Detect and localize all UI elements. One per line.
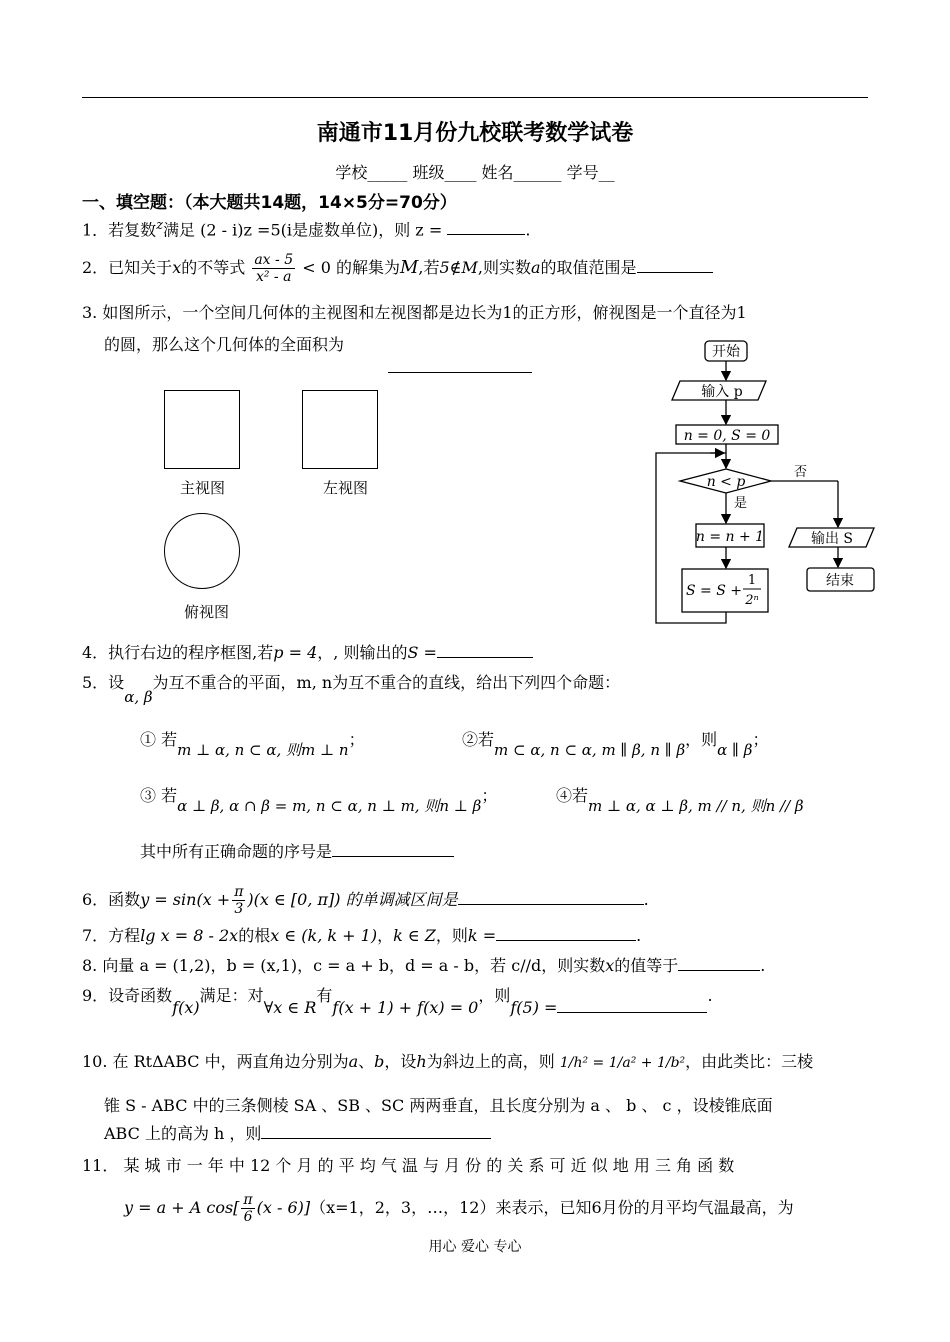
question-5-ask: 其中所有正确命题的序号是 [140,842,454,862]
front-view-square [164,390,240,469]
flow-sum-numerator: 1 [747,573,757,588]
flow-sum-label: S = S + [686,583,742,599]
flow-sum-denominator: 2ⁿ [745,593,759,608]
flow-condition-label: n < p [706,474,746,490]
pi-over-3-fraction: $\frac{\pi}{3}$ [234,884,244,917]
proposition-4: ④若m ⊥ α, α ⊥ β, m // n, 则n // β [556,786,804,815]
question-3-line-1: 3. 如图所示，一个空间几何体的主视图和左视图都是边长为1的正方形，俯视图是一个直径为1 [82,303,747,322]
left-view-square [302,390,378,469]
answer-blank-1[interactable] [447,220,525,235]
flow-start-label: 开始 [712,344,740,360]
question-2: 2．已知关于x的不等式 $\frac{ax - 5}{\text{x² - a}}$ < 0 的解集为M,若5∉M,则实数a的取值范围是 [82,252,713,285]
top-view-circle [164,513,240,589]
flow-init-label: n = 0, S = 0 [683,428,771,444]
section-heading: 一、填空题：（本大题共14题，14×5分=70分） [82,193,457,213]
question-5-intro: 5．设α, β为互不重合的平面，m, n为互不重合的直线，给出下列四个命题： [82,673,621,706]
top-view-caption: 俯视图 [184,603,230,621]
question-10-line-1: 10. 在 RtΔABC 中，两直角边分别为a、b，设h为斜边上的高，则 1/h² = 1/a² + 1/b²，由此类比：三棱 [82,1052,814,1071]
page-footer: 用心 爱心 专心 [428,1239,522,1255]
front-view-caption: 主视图 [180,479,226,497]
answer-blank-8[interactable] [678,956,760,971]
answer-blank-9[interactable] [557,998,707,1013]
reciprocal-equation: 1/h² = 1/a² + 1/b² [559,1055,686,1071]
student-info-line: 学校_____ 班级____ 姓名______ 学号__ [335,163,615,182]
question-1: 1．若复数$^z$满足 (2 - i)z =5(i是虚数单位)，则 z = . [82,218,531,240]
question-4: 4．执行右边的程序框图,若p = 4，, 则输出的S = [82,643,533,663]
flow-end-label: 结束 [826,573,854,589]
answer-blank-6[interactable] [458,890,644,905]
flow-input-label: 输入 p [701,384,743,400]
question-10-line-3: ABC 上的高为 h ，则 [104,1124,491,1144]
answer-blank-7[interactable] [496,926,636,941]
question-11-line-2: y = a + A cos[ $\frac{\pi}{6}$ (x - 6)]（x=1，2，3，…，12）来表示，已知6月份的月平均气温最高，为 [124,1192,794,1225]
question-6: 6．函数y = sin(x + $\frac{\pi}{3}$ )(x ∈ [0, π]) 的单调减区间是 . [82,884,649,917]
flow-yes-label: 是 [734,496,748,511]
proposition-1: ① 若m ⊥ α, n ⊂ α, 则m ⊥ n； [140,730,365,759]
flow-increment-label: n = n + 1 [695,529,765,545]
proposition-2: ②若m ⊂ α, n ⊂ α, m ∥ β, n ∥ β，则α ∥ β； [462,730,769,759]
left-view-caption: 左视图 [323,479,369,497]
answer-blank-4[interactable] [437,643,533,658]
question-10-line-2: 锥 S - ABC 中的三条侧棱 SA 、SB 、SC 两两垂直，且长度分别为 a 、 b 、 c ，设棱锥底面 [104,1096,773,1115]
flow-no-label: 否 [794,465,808,480]
answer-blank-2[interactable] [637,258,713,273]
flow-output-label: 输出 S [810,531,854,547]
question-8: 8. 向量 a = (1,2)，b = (x,1)，c = a + b，d = a - b，若 c//d，则实数x的值等于 . [82,956,766,975]
flowchart [640,330,900,630]
answer-blank-10[interactable] [261,1124,491,1139]
inequality-fraction: $\frac{ax - 5}{\text{x² - a}}$ [254,252,294,285]
question-3-line-2: 的圆，那么这个几何体的全面积为 [104,335,345,354]
page-title: 南通市11月份九校联考数学试卷 [316,121,634,146]
question-11-line-1: 11． 某 城 市 一 年 中 12 个 月 的 平 均 气 温 与 月 份 的 关 系 可 近 似 地 用 三 角 函 数 [82,1156,735,1175]
question-7: 7．方程lg x = 8 - 2x的根x ∈ (k, k + 1)，k ∈ Z，则k = . [82,926,642,945]
question-9: 9．设奇函数f(x)满足：对∀x ∈ R有f(x + 1) + f(x) = 0，则f(5) =. [82,986,713,1017]
pi-over-6-fraction: $\frac{\pi}{6}$ [243,1192,253,1225]
answer-blank-5[interactable] [332,842,454,857]
proposition-3: ③ 若α ⊥ β, α ∩ β = m, n ⊂ α, n ⊥ m, 则n ⊥ β； [140,786,498,815]
answer-blank-3[interactable] [388,358,532,373]
top-rule [82,97,868,98]
